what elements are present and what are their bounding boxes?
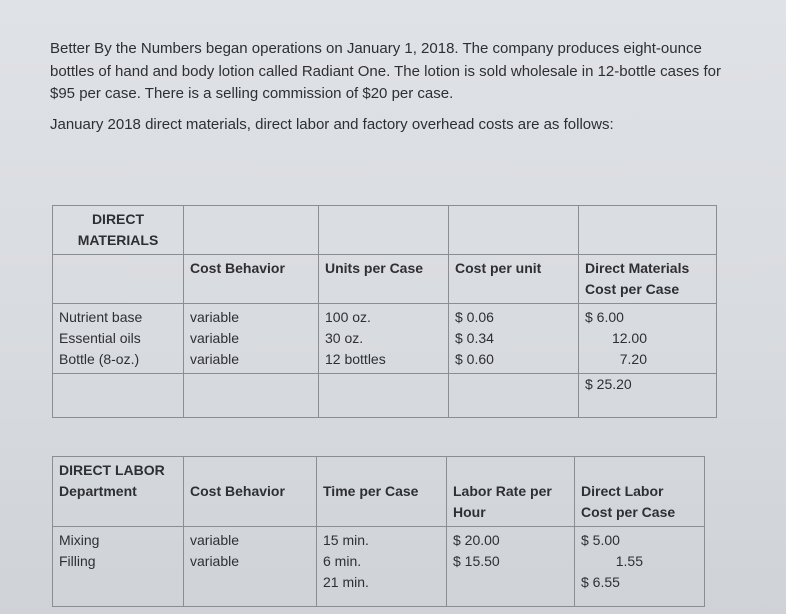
problem-statement <box>50 38 750 136</box>
dl-total-mixing: $ 5.00 <box>581 532 620 548</box>
dm-units-nutrient-base: 100 oz. <box>325 309 371 325</box>
dm-total-bottle: 7.20 <box>619 351 647 367</box>
dm-cost-nutrient-base: $ 0.06 <box>455 309 494 325</box>
dm-behavior-essential-oils: variable <box>190 330 240 346</box>
dl-dept-mixing: Mixing <box>59 532 100 548</box>
dm-units-essential-oils: 30 oz. <box>325 330 364 346</box>
table-row <box>53 527 705 607</box>
header-cost-per-unit: Cost per unit <box>455 260 542 276</box>
dl-dept-filling: Filling <box>59 553 96 569</box>
header-cost-behavior: Cost Behavior <box>190 260 285 276</box>
dl-grand-total: $ 6.55 <box>581 574 620 590</box>
header-labor-rate-line1: Labor Rate per <box>453 483 552 499</box>
dm-cost-bottle: $ 0.60 <box>455 351 494 367</box>
table-row <box>53 255 717 304</box>
dm-item-nutrient-base: Nutrient base <box>59 309 143 325</box>
header-department: Department <box>59 483 137 499</box>
dm-total-essential-oils: 12.00 <box>611 330 647 346</box>
dl-rate-mixing: $ 20.00 <box>453 532 500 548</box>
header-labor-rate-line2: Hour <box>453 504 486 520</box>
header-dl-cost-line2: Cost per Case <box>581 504 676 520</box>
dm-grand-total: $ 25.20 <box>585 376 632 392</box>
table-row <box>53 304 717 374</box>
header-dm-cost-line2: Cost per Case <box>585 281 680 297</box>
direct-labor-table <box>52 456 705 607</box>
header-dm-cost-line1: Direct Materials <box>585 260 690 276</box>
dm-total-nutrient-base: $ 6.00 <box>585 309 624 325</box>
dl-total-time: 21 min. <box>323 574 369 590</box>
direct-materials-title: DIRECT MATERIALS <box>77 211 159 248</box>
dl-total-filling: 1.55 <box>615 553 643 569</box>
dl-rate-filling: $ 15.50 <box>453 553 500 569</box>
table-row <box>53 206 717 255</box>
table-row <box>53 457 705 527</box>
dm-item-essential-oils: Essential oils <box>59 330 141 346</box>
table-row <box>53 374 717 418</box>
header-cost-behavior: Cost Behavior <box>190 483 285 499</box>
header-time-per-case: Time per Case <box>323 483 419 499</box>
dm-item-bottle: Bottle (8-oz.) <box>59 351 140 367</box>
dm-behavior-bottle: variable <box>190 351 240 367</box>
dl-time-filling: 6 min. <box>323 553 362 569</box>
header-dl-cost-line1: Direct Labor <box>581 483 664 499</box>
dl-time-mixing: 15 min. <box>323 532 369 548</box>
dl-behavior-mixing: variable <box>190 532 240 548</box>
dl-behavior-filling: variable <box>190 553 240 569</box>
direct-materials-table <box>52 205 717 418</box>
header-units-per-case: Units per Case <box>325 260 424 276</box>
dm-units-bottle: 12 bottles <box>325 351 386 367</box>
dm-cost-essential-oils: $ 0.34 <box>455 330 494 346</box>
dm-behavior-nutrient-base: variable <box>190 309 240 325</box>
direct-labor-title: DIRECT LABOR <box>59 462 165 478</box>
intro-paragraph: Better By the Numbers began operations on January 1, 2018. The company produces eight-ounce bottles of hand and body lotion called Radiant One. The lotion is sold wholesale in 12-bottle cases for $95 per case. There is a selling commission of $20 per case. <box>50 40 721 102</box>
intro-costs-line: January 2018 direct materials, direct labor and factory overhead costs are as follows: <box>50 115 614 133</box>
